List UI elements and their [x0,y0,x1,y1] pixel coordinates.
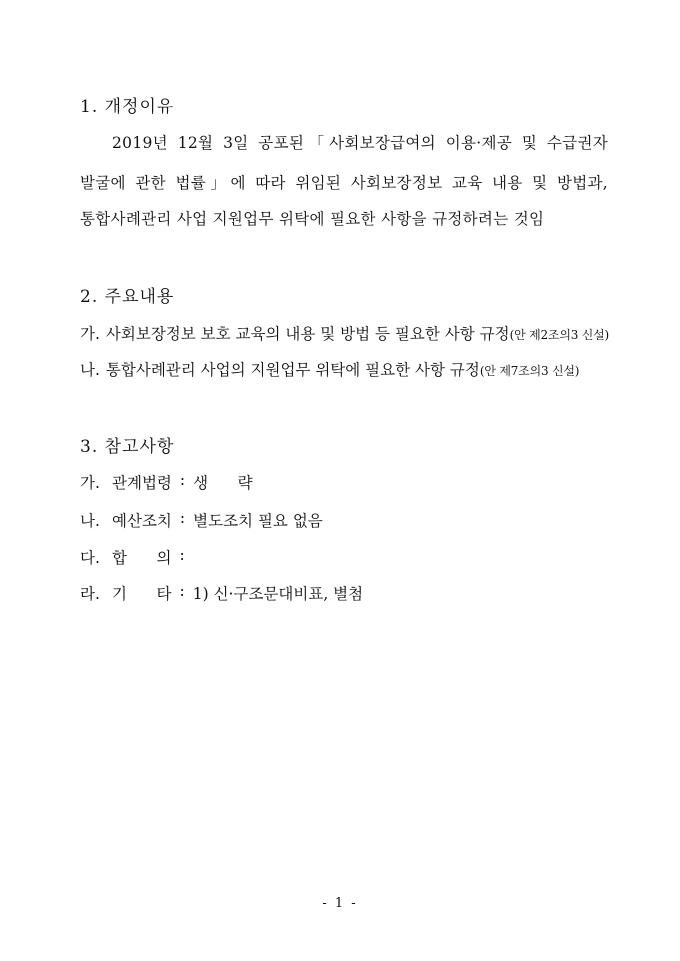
item-label: 예산조치 [112,512,172,530]
item-label: 합 의 [112,549,172,567]
reference-item-budget [80,509,323,531]
item-separator: : [179,509,186,527]
section-1-line-2: 발굴에 관한 법률」에 따라 위임된 사회보장정보 교육 내용 및 방법과, [80,174,608,192]
section-2-item-na [80,358,579,380]
section-2-item-ga [80,322,609,344]
item-marker: 가. [80,325,100,343]
item-marker: 나. [80,361,100,379]
page-number: - 1 - [322,896,358,911]
item-value: 생 략 [193,474,253,492]
item-note: (안 제7조의3 신설) [479,364,580,378]
item-marker: 나. [80,512,100,530]
item-label: 관계법령 [112,474,172,492]
item-text: 통합사례관리 사업의 지원업무 위탁에 필요한 사항 규정 [105,361,480,379]
item-separator: : [179,582,185,600]
item-marker: 다. [80,549,100,567]
section-1-line-3: 통합사례관리 사업 지원업무 위탁에 필요한 사항을 규정하려는 것임 [80,210,545,228]
section-1-line-1: 2019년 12월 3일 공포된「사회보장급여의 이용·제공 및 수급권자 [112,134,608,152]
item-note: (안 제2조의3 신설) [509,328,610,342]
item-separator: : [179,546,185,564]
section-3-heading: 3. 참고사항 [80,437,175,457]
item-separator: : [179,471,186,489]
section-1-heading: 1. 개정이유 [80,97,175,117]
reference-item-related-laws [80,471,253,493]
reference-item-consultation [80,546,193,568]
item-marker: 가. [80,474,100,492]
item-value: 별도조치 필요 없음 [193,512,323,530]
item-label: 기 타 [112,585,172,603]
item-marker: 라. [80,585,100,603]
item-value: 1) 신·구조문대비표, 별첨 [192,585,364,603]
section-2-heading: 2. 주요내용 [80,287,175,307]
item-text: 사회보장정보 보호 교육의 내용 및 방법 등 필요한 사항 규정 [105,325,510,343]
reference-item-other [80,582,363,604]
